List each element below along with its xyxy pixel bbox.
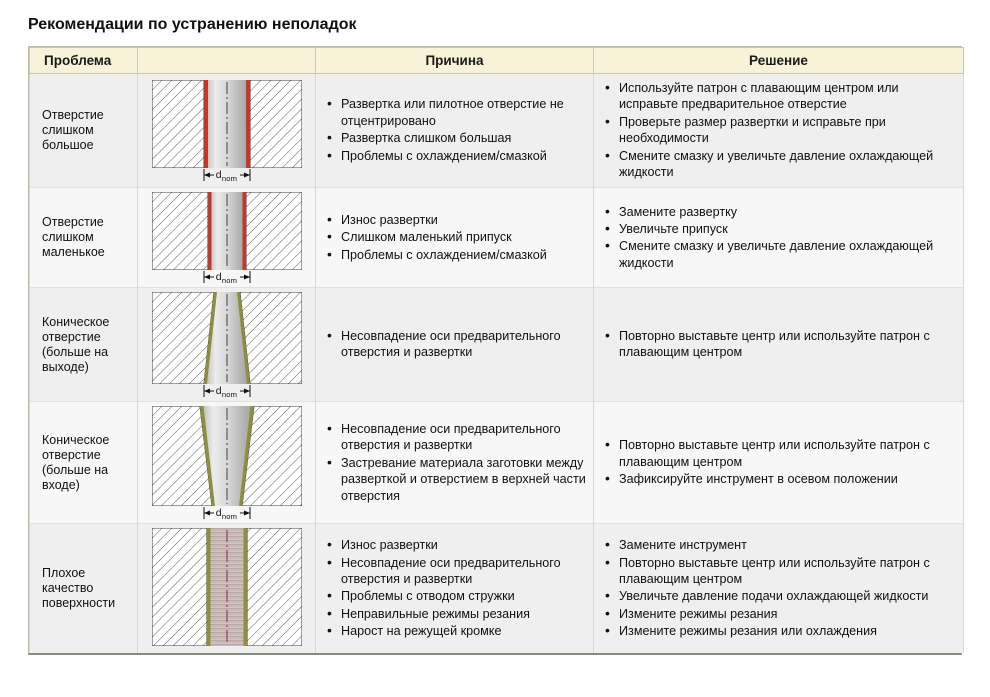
list-item: • Износ развертки <box>326 537 589 553</box>
hole-too-large-diagram <box>152 80 302 182</box>
list-item: • Повторно выставьте центр или используйте патрон с плавающим центром <box>604 437 959 470</box>
figure-cell <box>138 524 316 654</box>
dimension-annotation <box>152 271 302 284</box>
figure-cell <box>138 74 316 188</box>
list-item: • Развертка слишком большая <box>326 130 589 146</box>
dimension-label: $d_{nom}$ <box>215 507 238 522</box>
figure-cell <box>138 188 316 288</box>
cause-cell <box>316 188 594 288</box>
table-header <box>30 48 964 74</box>
list-item: • Проблемы с охлаждением/смазкой <box>326 148 589 164</box>
cause-list <box>326 212 589 263</box>
table-row <box>30 402 964 524</box>
troubleshooting-table-container <box>28 46 962 655</box>
list-item: • Повторно выставьте центр или используйте патрон с плавающим центром <box>604 555 959 588</box>
taper-wider-at-exit-diagram <box>152 292 302 398</box>
list-item: • Измените режимы резания или охлаждения <box>604 623 959 639</box>
page-title: Рекомендации по устранению неполадок <box>28 16 357 33</box>
table-body <box>30 74 964 654</box>
solution-list <box>604 437 959 487</box>
taper-wider-at-entry-diagram <box>152 406 302 520</box>
cause-cell <box>316 74 594 188</box>
figure-cell <box>138 288 316 402</box>
table-row <box>30 188 964 288</box>
dimension-label: $d_{nom}$ <box>215 271 238 286</box>
problem-cell: Отверстие слишком маленькое <box>30 188 138 288</box>
list-item: • Смените смазку и увеличьте давление охлаждающей жидкости <box>604 148 959 181</box>
list-item: • Износ развертки <box>326 212 589 228</box>
troubleshooting-table <box>29 47 964 653</box>
solution-list <box>604 328 959 361</box>
dimension-annotation <box>152 385 302 398</box>
list-item: • Несовпадение оси предварительного отверстия и развертки <box>326 421 589 454</box>
cause-list <box>326 96 589 164</box>
table-row <box>30 74 964 188</box>
header-solution: Решение <box>594 48 964 74</box>
solution-cell <box>594 74 964 188</box>
list-item: • Увеличьте припуск <box>604 221 959 237</box>
cause-cell <box>316 288 594 402</box>
list-item: • Измените режимы резания <box>604 606 959 622</box>
cause-cell <box>316 524 594 654</box>
problem-cell: Коническое отверстие (больше на выходе) <box>30 288 138 402</box>
cause-list <box>326 537 589 639</box>
list-item: • Нарост на режущей кромке <box>326 623 589 639</box>
problem-cell: Коническое отверстие (больше на входе) <box>30 402 138 524</box>
dimension-annotation <box>152 169 302 182</box>
list-item: • Смените смазку и увеличьте давление охлаждающей жидкости <box>604 238 959 271</box>
figure-cell <box>138 402 316 524</box>
list-item: • Проблемы с отводом стружки <box>326 588 589 604</box>
table-row <box>30 288 964 402</box>
solution-cell <box>594 402 964 524</box>
list-item: • Проверьте размер развертки и исправьте при необходимости <box>604 114 959 147</box>
cause-list <box>326 328 589 361</box>
table-row <box>30 524 964 654</box>
list-item: • Слишком маленький припуск <box>326 229 589 245</box>
hole-too-small-diagram <box>152 192 302 284</box>
list-item: • Используйте патрон с плавающим центром или исправьте предварительное отверстие <box>604 80 959 113</box>
list-item: • Повторно выставьте центр или используйте патрон с плавающим центром <box>604 328 959 361</box>
solution-list <box>604 204 959 272</box>
problem-cell: Плохое качество поверхности <box>30 524 138 654</box>
cause-list <box>326 421 589 504</box>
list-item: • Неправильные режимы резания <box>326 606 589 622</box>
dimension-label: $d_{nom}$ <box>215 385 238 400</box>
list-item: • Замените развертку <box>604 204 959 220</box>
solution-list <box>604 537 959 639</box>
list-item: • Несовпадение оси предварительного отверстия и развертки <box>326 328 589 361</box>
list-item: • Проблемы с охлаждением/смазкой <box>326 247 589 263</box>
poor-surface-finish-diagram <box>152 528 302 646</box>
list-item: • Увеличьте давление подачи охлаждающей жидкости <box>604 588 959 604</box>
cause-cell <box>316 402 594 524</box>
list-item: • Развертка или пилотное отверстие не отцентрировано <box>326 96 589 129</box>
list-item: • Замените инструмент <box>604 537 959 553</box>
dimension-annotation <box>152 507 302 520</box>
header-problem: Проблема <box>30 48 138 74</box>
list-item: • Зафиксируйте инструмент в осевом положении <box>604 471 959 487</box>
solution-cell <box>594 288 964 402</box>
list-item: • Застревание материала заготовки между разверткой и отверстием в верхней части отверстия <box>326 455 589 504</box>
header-figure <box>138 48 316 74</box>
dimension-label: $d_{nom}$ <box>215 169 238 184</box>
solution-cell <box>594 524 964 654</box>
solution-cell <box>594 188 964 288</box>
problem-cell: Отверстие слишком большое <box>30 74 138 188</box>
header-cause: Причина <box>316 48 594 74</box>
solution-list <box>604 80 959 180</box>
list-item: • Несовпадение оси предварительного отверстия и развертки <box>326 555 589 588</box>
